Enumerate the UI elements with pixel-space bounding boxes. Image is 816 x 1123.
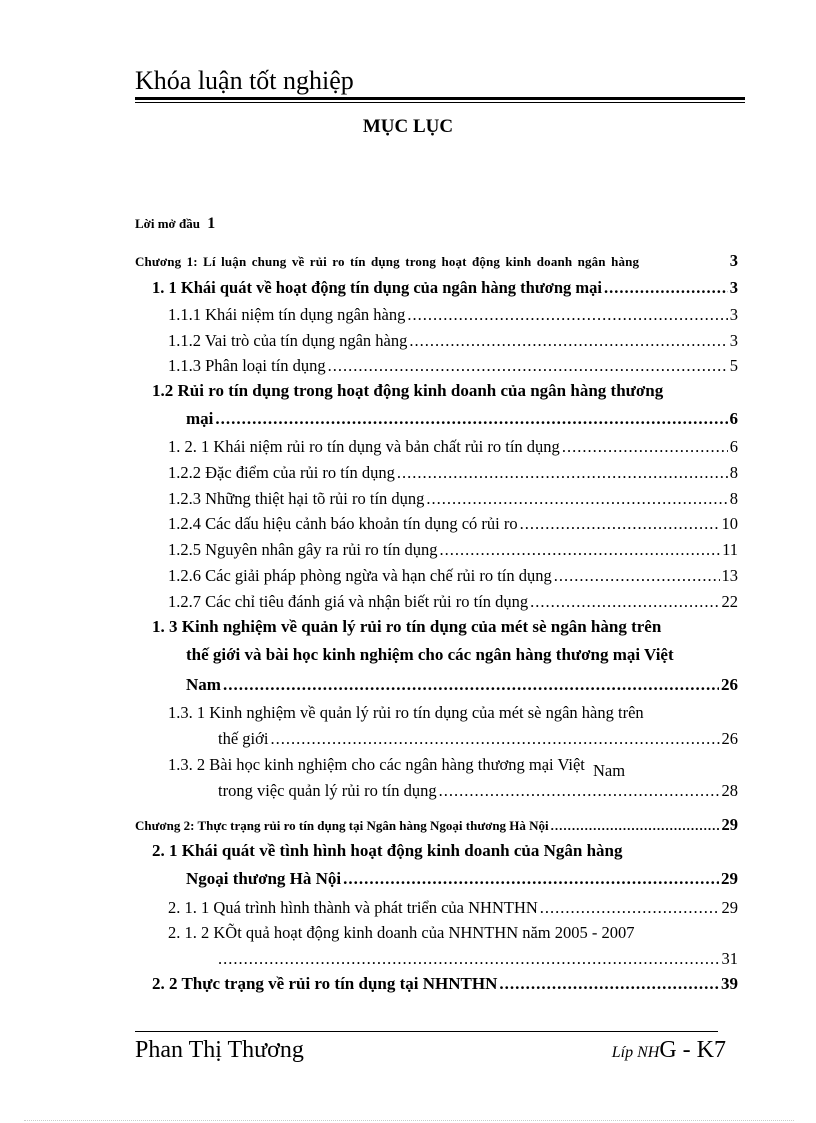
running-header: Khóa luận tốt nghiệp: [135, 66, 354, 95]
toc-entry-label: 1.2.7 Các chỉ tiêu đánh giá và nhận biết rủi ro tín dụng: [168, 592, 529, 611]
toc-entry-page: 3: [729, 278, 738, 297]
toc-entry-label: Chương 1: Lí luận chung về rủi ro tín dụng trong hoạt động kinh doanh ngân hàng: [135, 254, 640, 269]
toc-entry[interactable]: [135, 251, 738, 271]
dot-leader: [439, 781, 720, 801]
author-name: Phan Thị Thương: [135, 1037, 304, 1063]
toc-entry-label-cont: Nam: [186, 675, 221, 694]
toc-entry-label-cont: thế giới và bài học kinh nghiệm cho các ngân hàng thương mại Việt: [186, 645, 674, 664]
toc-entry-label: 1.2.3 Những thiệt hại tõ rủi ro tín dụng: [168, 489, 425, 508]
toc-entry-page: 31: [721, 949, 738, 968]
toc-entry-label: 1. 2. 1 Khái niệm rủi ro tín dụng và bản chất rủi ro tín dụng: [168, 437, 560, 456]
toc-entry[interactable]: [135, 815, 738, 835]
toc-entry-label-cont: mại: [186, 409, 214, 428]
toc-entry-page: 10: [721, 514, 738, 533]
toc-entry-label[interactable]: 1.2 Rủi ro tín dụng trong hoạt động kinh doanh của ngân hàng thương: [152, 381, 664, 400]
dot-leader: [218, 949, 720, 969]
toc-entry[interactable]: [218, 949, 738, 969]
toc-entry-page: 1: [207, 215, 216, 232]
toc-entry-label[interactable]: [168, 755, 626, 780]
dot-leader: [551, 818, 720, 834]
toc-entry-page: 39: [721, 974, 738, 993]
dot-leader: [520, 514, 720, 534]
header-rule-thin: [135, 102, 745, 103]
toc-entry[interactable]: [168, 305, 738, 325]
dot-leader: [215, 409, 727, 429]
toc-entry-label-cont: trong việc quản lý rủi ro tín dụng: [218, 781, 437, 800]
page-title: MỤC LỤC: [362, 116, 454, 137]
toc-entry[interactable]: [168, 898, 738, 918]
toc-entry-label: 1.2.5 Nguyên nhân gây ra rủi ro tín dụng: [168, 540, 438, 559]
dot-leader: [397, 463, 728, 483]
toc-entry-page: 29: [721, 815, 738, 834]
toc-entry-label: 2. 2 Thực trạng về rủi ro tín dụng tại NHNTHN: [152, 974, 498, 993]
toc-entry-label: 1. 1 Khái quát về hoạt động tín dụng của ngân hàng thương mại: [152, 278, 602, 297]
toc-entry[interactable]: [168, 463, 738, 483]
toc-entry-label: Lời mở đầu: [135, 216, 200, 231]
footer-rule: [135, 1031, 718, 1032]
toc-entry[interactable]: [168, 356, 738, 376]
toc-entry-label[interactable]: 1.3. 1 Kinh nghiệm về quản lý rủi ro tín dụng của mét sè ngân hàng trên: [168, 703, 644, 722]
page-edge-dotted-line: [24, 1120, 794, 1121]
toc-entry-label: Chương 2: Thực trạng rủi ro tín dụng tại Ngân hàng Ngoại thương Hà Nội: [135, 818, 549, 833]
dot-leader: [562, 437, 728, 457]
toc-entry-label: 2. 1. 1 Quá trình hình thành và phát triển của NHNTHN: [168, 898, 538, 917]
dot-leader: [343, 869, 719, 889]
dot-leader: [328, 356, 728, 376]
dot-leader: [223, 675, 719, 695]
toc-entry[interactable]: [168, 489, 738, 509]
toc-entry[interactable]: [168, 514, 738, 534]
toc-entry[interactable]: [186, 869, 738, 889]
dot-leader: [407, 305, 727, 325]
toc-entry[interactable]: [218, 781, 738, 801]
toc-entry[interactable]: [218, 729, 738, 749]
toc-entry-page: 8: [729, 463, 738, 482]
toc-entry-label: 1.1.1 Khái niệm tín dụng ngân hàng: [168, 305, 406, 324]
toc-entry-page: 8: [729, 489, 738, 508]
toc-entry-label[interactable]: 2. 1 Khái quát về tình hình hoạt động kinh doanh của Ngân hàng: [152, 841, 623, 860]
toc-entry[interactable]: [186, 409, 738, 429]
dot-leader: [540, 898, 720, 918]
toc-entry-page: 3: [729, 305, 738, 324]
toc-entry[interactable]: [168, 437, 738, 457]
toc-entry-page: 3: [729, 331, 738, 350]
dot-leader: [426, 489, 727, 509]
toc-entry[interactable]: [186, 675, 738, 695]
dot-leader: [409, 331, 727, 351]
dot-leader: [604, 278, 728, 298]
toc-entry-page: 29: [721, 898, 738, 917]
dot-leader: [554, 566, 720, 586]
class-suffix: G - K7: [659, 1037, 726, 1063]
class-label: [612, 1037, 726, 1064]
toc-entry-label-text: 1.3. 2 Bài học kinh nghiệm cho các ngân hàng thương mại Việt: [168, 755, 585, 774]
toc-entry-label[interactable]: 2. 1. 2 KÕt quả hoạt động kinh doanh của NHNTHN năm 2005 - 2007: [168, 923, 635, 942]
class-prefix: Líp NH: [611, 1044, 660, 1061]
toc-entry-page: 13: [721, 566, 738, 585]
toc-entry-label: 1.1.3 Phân loại tín dụng: [168, 356, 326, 375]
dot-leader: [439, 540, 720, 560]
toc-entry-label[interactable]: 1. 3 Kinh nghiệm về quản lý rủi ro tín dụng của mét sè ngân hàng trên: [152, 617, 662, 636]
toc-entry[interactable]: [135, 215, 215, 233]
toc-entry[interactable]: [168, 540, 738, 560]
toc-entry[interactable]: [152, 278, 738, 298]
toc-entry-page: 22: [721, 592, 738, 611]
toc-entry-page: 11: [722, 540, 738, 559]
dot-leader: [530, 592, 719, 612]
toc-entry-label: 1.1.2 Vai trò của tín dụng ngân hàng: [168, 331, 408, 350]
toc-entry-label-cont: thế giới: [218, 729, 269, 748]
toc-entry-page: 28: [721, 781, 738, 800]
toc-entry[interactable]: [152, 974, 738, 994]
dot-leader: [499, 974, 719, 994]
toc-entry-page: 5: [729, 356, 738, 375]
toc-entry-label: 1.2.4 Các dấu hiệu cảnh báo khoản tín dụng có rủi ro: [168, 514, 518, 533]
toc-entry-page: 26: [721, 729, 738, 748]
header-rule-thick: [135, 97, 745, 100]
toc-entry-label: 1.2.6 Các giải pháp phòng ngừa và hạn chế rủi ro tín dụng: [168, 566, 552, 585]
toc-entry-page: 3: [729, 251, 738, 270]
toc-entry[interactable]: [168, 592, 738, 612]
toc-entry-page: 26: [721, 675, 738, 694]
toc-entry-page: 6: [729, 437, 738, 456]
toc-entry-label-cont: Ngoại thương Hà Nội: [186, 869, 342, 888]
toc-entry-label-tail: Nam: [593, 761, 626, 780]
toc-entry-label: 1.2.2 Đặc điểm của rủi ro tín dụng: [168, 463, 395, 482]
toc-entry[interactable]: [168, 331, 738, 351]
toc-entry[interactable]: [168, 566, 738, 586]
dot-leader: [270, 729, 719, 749]
toc-entry-page: 29: [721, 869, 738, 888]
toc-entry-page: 6: [729, 409, 738, 428]
